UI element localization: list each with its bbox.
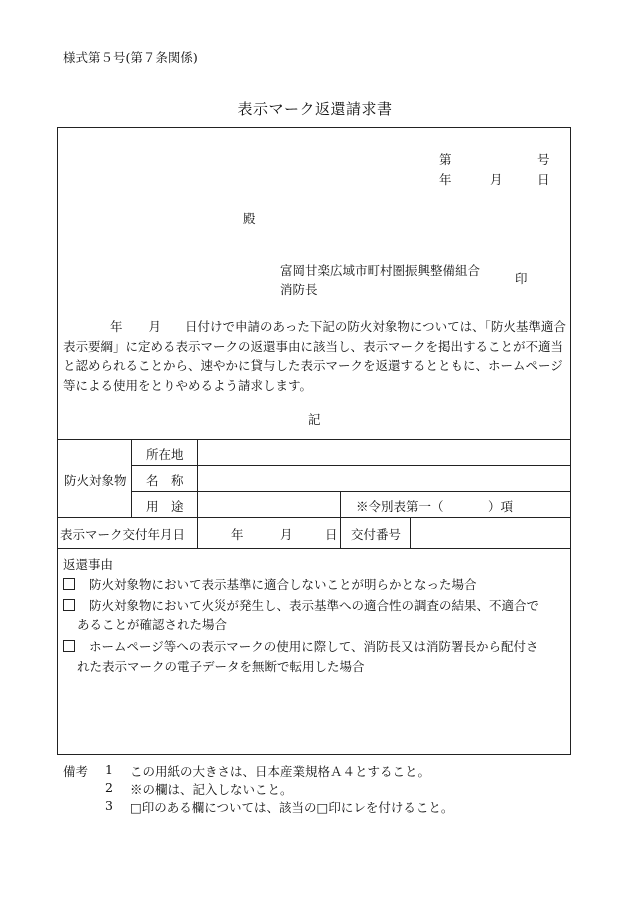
reasons-heading: 返還事由 bbox=[63, 557, 114, 572]
reason-text: ホームページ等への表示マークの使用に際して、消防長又は消防署長から配付さ bbox=[89, 639, 539, 654]
use-label: 用 途 bbox=[146, 499, 184, 514]
issuer-title: 消防長 bbox=[280, 282, 318, 297]
reason-checkbox-1[interactable] bbox=[63, 578, 75, 590]
issuer-organization: 富岡甘楽広域市町村圏振興整備組合 bbox=[280, 263, 481, 278]
group-label: 防火対象物 bbox=[64, 473, 127, 488]
col-line-mid bbox=[340, 491, 341, 548]
col-line-group bbox=[131, 439, 132, 517]
name-label: 名 称 bbox=[146, 473, 184, 488]
note-text: □印のある欄については、該当の□印にレを付けること。 bbox=[130, 800, 454, 815]
issue-date-day: 日 bbox=[325, 527, 338, 542]
notes-label: 備考 bbox=[63, 764, 89, 779]
reason-item-3 bbox=[63, 637, 539, 655]
reason-text-continued: あることが確認された場合 bbox=[77, 617, 228, 632]
issue-date-label: 表示マーク交付年月日 bbox=[60, 527, 186, 542]
request-body bbox=[63, 317, 568, 395]
issue-date-month: 月 bbox=[280, 527, 293, 542]
reason-item-1 bbox=[63, 575, 477, 593]
date-month: 月 bbox=[490, 172, 503, 187]
reason-text: 防火対象物において火災が発生し、表示基準への適合性の調査の結果、不適合で bbox=[89, 598, 540, 613]
row-line-3 bbox=[57, 517, 571, 518]
reason-checkbox-3[interactable] bbox=[63, 640, 75, 652]
date-year: 年 bbox=[439, 172, 452, 187]
note-text: この用紙の大きさは、日本産業規格Ａ４とすること。 bbox=[130, 764, 431, 779]
col-line-label bbox=[197, 439, 198, 548]
note-number: 1 bbox=[105, 762, 113, 777]
row-line-4 bbox=[57, 548, 571, 549]
body-year: 年 bbox=[110, 319, 123, 334]
number-suffix: 号 bbox=[537, 152, 550, 167]
document-title: 表示マーク返還請求書 bbox=[237, 100, 393, 118]
use-class-note: ※令別表第一（ bbox=[356, 499, 444, 514]
col-line-number bbox=[410, 517, 411, 548]
note-number: 3 bbox=[105, 798, 113, 813]
form-number-label: 様式第５号(第７条関係) bbox=[63, 50, 198, 65]
body-month: 月 bbox=[148, 319, 162, 334]
location-label: 所在地 bbox=[146, 447, 184, 462]
seal-mark: 印 bbox=[515, 271, 528, 286]
use-class-note-end: ）項 bbox=[488, 499, 514, 514]
body-text: 日付けで申請のあった下記の防火対象物については、「防火基準適合表示要綱」に定める表示マークの返還事由に該当し、表示マークを掲出することが不適当と認められることから、速やかに貸与した表示マークを返還するとともに、ホームページ等による使用をとりやめるよう請求します。 bbox=[63, 319, 566, 393]
date-day: 日 bbox=[537, 172, 550, 187]
note-text: ※の欄は、記入しないこと。 bbox=[130, 782, 293, 797]
issue-date-year: 年 bbox=[231, 527, 244, 542]
reason-item-2 bbox=[63, 596, 539, 614]
ki-mark: 記 bbox=[308, 412, 321, 427]
addressee-suffix: 殿 bbox=[243, 211, 256, 226]
note-number: 2 bbox=[105, 780, 113, 795]
reason-text: 防火対象物において表示基準に適合しないことが明らかとなった場合 bbox=[89, 577, 477, 592]
reason-checkbox-2[interactable] bbox=[63, 599, 75, 611]
issue-number-label: 交付番号 bbox=[351, 527, 402, 542]
number-prefix: 第 bbox=[439, 152, 452, 167]
reason-text-continued: れた表示マークの電子データを無断で転用した場合 bbox=[77, 659, 365, 674]
table-top-line bbox=[57, 439, 571, 440]
